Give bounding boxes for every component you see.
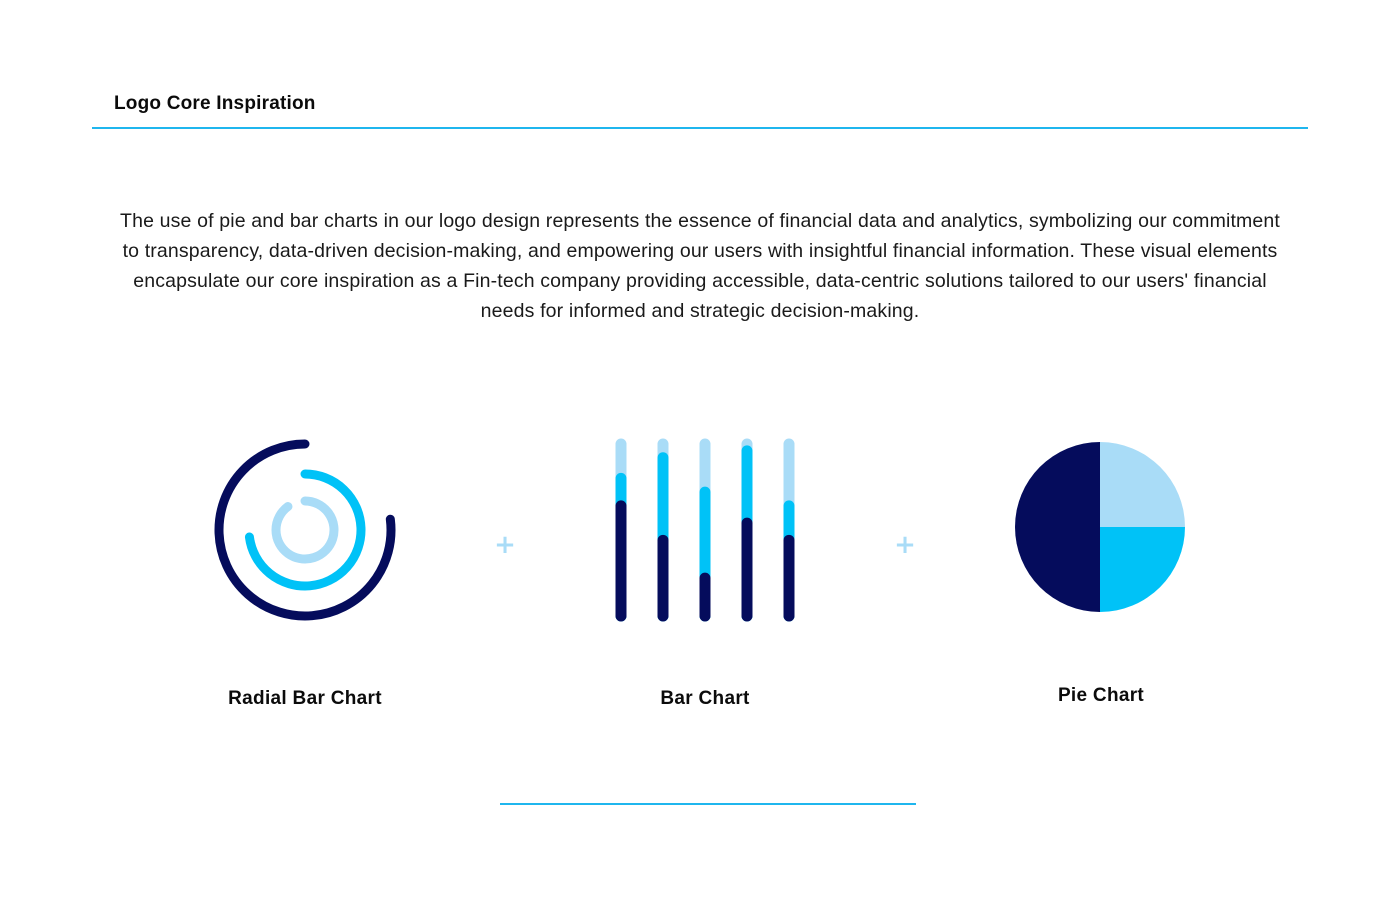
radial-bar-chart-label: Radial Bar Chart	[228, 688, 382, 709]
radial-bar-chart-icon	[219, 444, 391, 616]
section-title: Logo Core Inspiration	[114, 93, 316, 114]
bottom-rule	[500, 803, 916, 805]
description-paragraph: The use of pie and bar charts in our logo design represents the essence of financial data and analytics, symbolizing our commitment to transparency, data-driven decision-making, and empowering our users with insightful financial information. These visual elements encapsulate our core inspiration as a Fin-tech company providing accessible, data-centric solutions tailored to our users' financial needs for informed and strategic decision-making.	[120, 210, 1280, 322]
pie-chart-label: Pie Chart	[1057, 685, 1145, 706]
bar-chart-icon	[621, 444, 789, 616]
pie-slice-3	[1015, 442, 1100, 612]
pie-slice-2	[1100, 527, 1185, 612]
bar-chart-label: Bar Chart	[660, 688, 750, 709]
pie-slice-1	[1100, 442, 1185, 527]
pie-chart-icon	[1015, 442, 1185, 612]
plus-separator-icon: +	[894, 530, 916, 560]
radial-ring-inner	[276, 501, 334, 559]
plus-separator-icon: +	[494, 530, 516, 560]
radial-ring-middle	[249, 474, 361, 586]
